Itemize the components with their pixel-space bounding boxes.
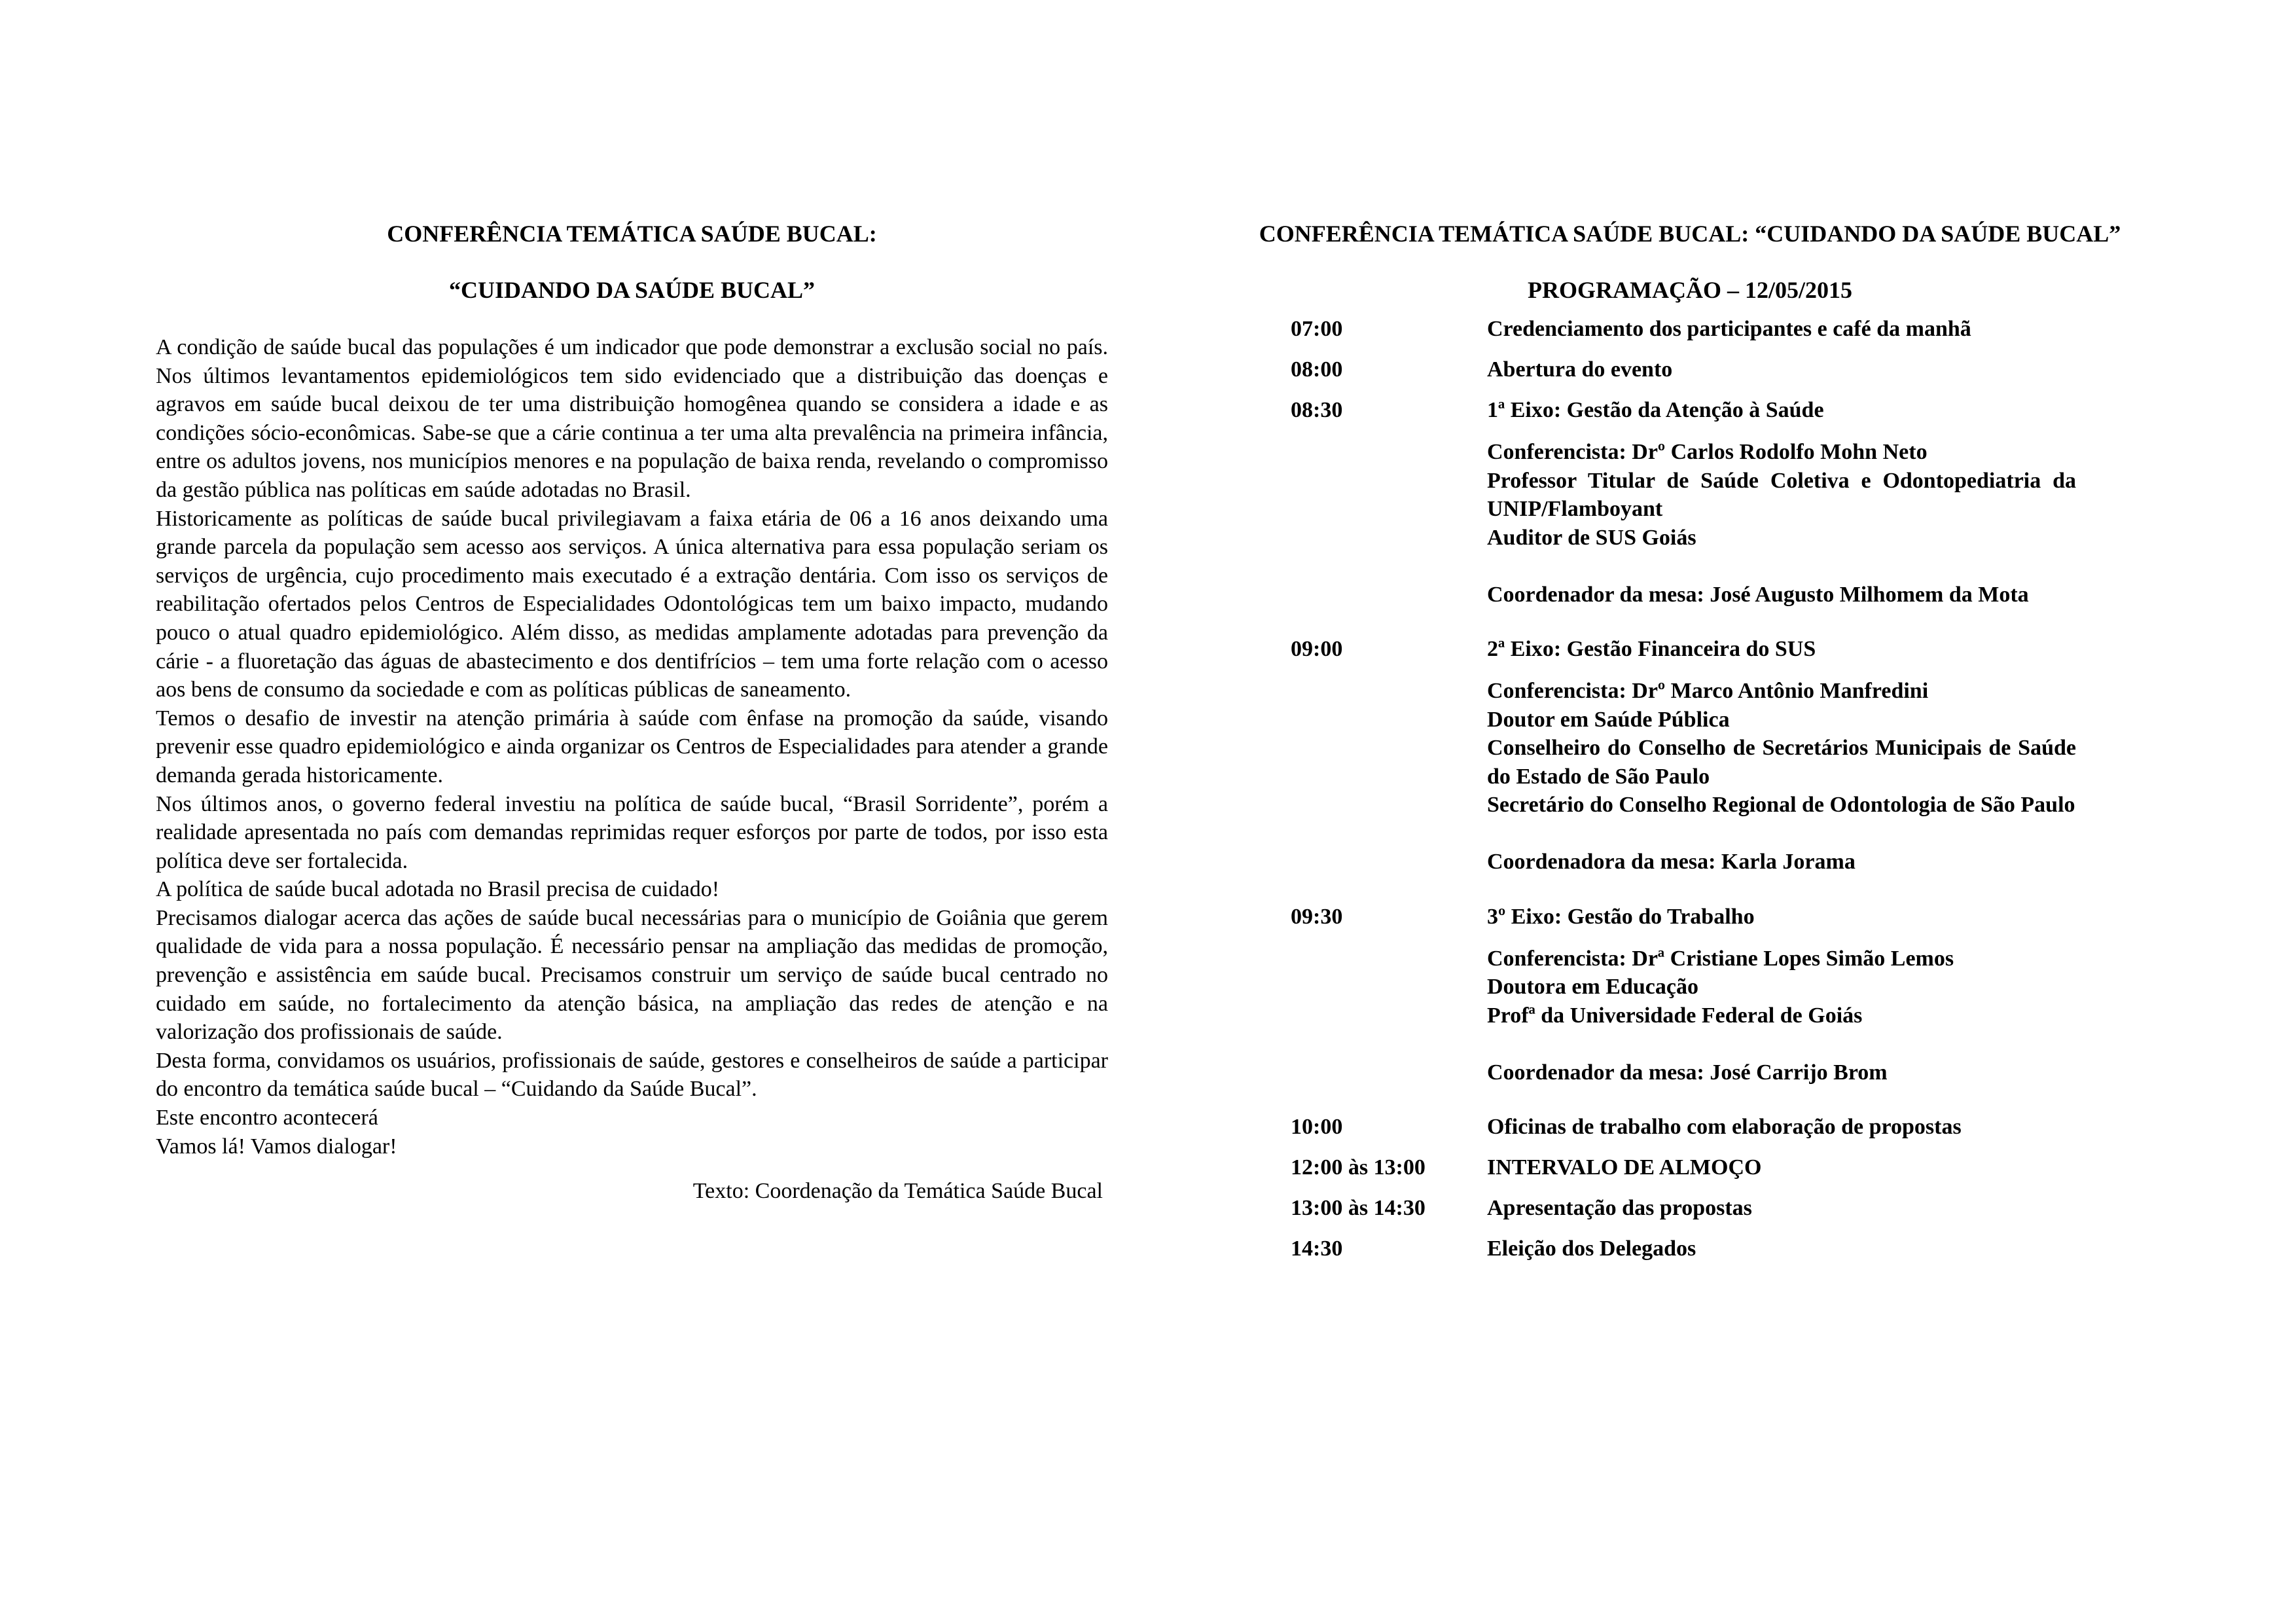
speaker: Conferencista: Drª Cristiane Lopes Simão Lemos [1487, 946, 1954, 971]
speaker-credential: Doutora em Educação [1487, 975, 1698, 999]
left-page [156, 219, 1108, 1204]
speaker-credential: Doutor em Saúde Pública [1487, 707, 1730, 732]
schedule-row [1219, 903, 2161, 931]
program-title: CONFERÊNCIA TEMÁTICA SAÚDE BUCAL: “CUIDANDO DA SAÚDE BUCAL” [1259, 221, 2121, 247]
speaker: Conferencista: Drº Carlos Rodolfo Mohn Neto [1487, 440, 1928, 464]
schedule-time: 09:00 [1291, 637, 1343, 661]
paragraph: Precisamos dialogar acerca das ações de saúde bucal necessárias para o município de Goiânia que gerem qualidade de vida para a nossa população. É necessário pensar na ampliação das medidas de promoção, prevenção e assistência em saúde bucal. Precisamos construir um serviço de saúde bucal centrado no cuidado em saúde, no fortalecimento da atenção básica, na ampliação das redes de atenção e na valorização dos profissionais de saúde. [156, 905, 1108, 1045]
schedule-row [1219, 1194, 2161, 1223]
session-details [1487, 945, 2076, 1087]
session-coordinator: Coordenador da mesa: José Augusto Milhomem da Mota [1487, 582, 2029, 607]
schedule-activity: Oficinas de trabalho com elaboração de propostas [1487, 1115, 1962, 1139]
paragraph: Historicamente as políticas de saúde bucal privilegiavam a faixa etária de 06 a 16 anos deixando uma grande parcela da população sem acesso aos serviços. A única alternativa para essa população seriam os serviços de urgência, cujo procedimento mais executado é a extração dentária. Com isso os serviços de reabilitação ofertados pelos Centros de Especialidades Odontológicas tem um baixo impacto, mudando pouco o atual quadro epidemiológico. Além disso, as medidas amplamente adotadas para prevenção da cárie - a fluoretação das águas de abastecimento e dos dentifrícios – tem uma forte relação com o acesso aos bens de consumo da sociedade e com as políticas públicas de saneamento. [156, 506, 1108, 702]
schedule-activity: Apresentação das propostas [1487, 1196, 1752, 1220]
schedule-row [1219, 1235, 2161, 1263]
session-details [1487, 677, 2076, 876]
left-title-line1: CONFERÊNCIA TEMÁTICA SAÚDE BUCAL: [387, 221, 877, 247]
schedule-time: 12:00 às 13:00 [1291, 1155, 1426, 1180]
speaker: Conferencista: Drº Marco Antônio Manfredini [1487, 679, 1929, 703]
right-page [1219, 219, 2161, 1263]
paragraph: A condição de saúde bucal das populações é um indicador que pode demonstrar a exclusão social no país. Nos últimos levantamentos epidemiológicos tem sido evidenciado que a distribuição das doenças e agravos em saúde bucal deixou de ter uma distribuição homogênea quando se considera a idade e as condições sócio-econômicas. Sabe-se que a cárie continua a ter uma alta prevalência na primeira infância, entre os adultos jovens, nos municípios menores e na população de baixa renda, revelando o compromisso da gestão pública nas políticas em saúde adotadas no Brasil. [156, 335, 1108, 502]
schedule-time: 09:30 [1291, 904, 1343, 929]
schedule-activity: INTERVALO DE ALMOÇO [1487, 1155, 1762, 1180]
schedule-activity: Credenciamento dos participantes e café da manhã [1487, 317, 1971, 341]
schedule-row [1219, 315, 2161, 344]
schedule-activity: Eleição dos Delegados [1487, 1236, 1696, 1261]
paragraph: Vamos lá! Vamos dialogar! [156, 1134, 397, 1159]
schedule-row [1219, 355, 2161, 384]
paragraph: A política de saúde bucal adotada no Brasil precisa de cuidado! [156, 877, 720, 902]
schedule-time: 08:00 [1291, 357, 1343, 382]
speaker-credential: Secretário do Conselho Regional de Odontologia de São Paulo [1487, 793, 2075, 817]
paragraph: Temos o desafio de investir na atenção primária à saúde com ênfase na promoção da saúde, visando prevenir esse quadro epidemiológico e ainda organizar os Centros de Especialidades para atender a grande demanda gerada historicamente. [156, 706, 1108, 787]
speaker-credential: Profª da Universidade Federal de Goiás [1487, 1003, 1863, 1028]
speaker-credential: Auditor de SUS Goiás [1487, 525, 1696, 550]
schedule-activity: 3º Eixo: Gestão do Trabalho [1487, 904, 1755, 929]
left-body [156, 333, 1108, 1161]
speaker-credential: Conselheiro do Conselho de Secretários Municipais de Saúde do Estado de São Paulo [1487, 736, 2076, 789]
schedule-row [1219, 1153, 2161, 1182]
left-title-line2: “CUIDANDO DA SAÚDE BUCAL” [448, 277, 816, 303]
paragraph: Nos últimos anos, o governo federal investiu na política de saúde bucal, “Brasil Sorridente”, porém a realidade apresentada no país com demandas reprimidas requer esforços por parte de todos, por isso esta política deve ser fortalecida. [156, 791, 1108, 873]
schedule-time: 08:30 [1291, 398, 1343, 422]
schedule-time: 07:00 [1291, 317, 1343, 341]
speaker-credential: Professor Titular de Saúde Coletiva e Odontopediatria da UNIP/Flamboyant [1487, 468, 2076, 521]
schedule-time: 13:00 às 14:30 [1291, 1196, 1426, 1220]
schedule-row [1219, 1113, 2161, 1142]
schedule [1219, 315, 2161, 1263]
text-credit: Texto: Coordenação da Temática Saúde Bucal [692, 1179, 1103, 1204]
schedule-time: 14:30 [1291, 1236, 1343, 1261]
paragraph: Este encontro acontecerá [156, 1106, 378, 1130]
paragraph: Desta forma, convidamos os usuários, profissionais de saúde, gestores e conselheiros de saúde a participar do encontro da temática saúde bucal – “Cuidando da Saúde Bucal”. [156, 1048, 1108, 1102]
session-coordinator: Coordenadora da mesa: Karla Jorama [1487, 850, 1856, 874]
schedule-time: 10:00 [1291, 1115, 1343, 1139]
program-subtitle: PROGRAMAÇÃO – 12/05/2015 [1528, 277, 1852, 303]
schedule-activity: 1ª Eixo: Gestão da Atenção à Saúde [1487, 398, 1824, 422]
session-coordinator: Coordenador da mesa: José Carrijo Brom [1487, 1060, 1888, 1085]
session-details [1487, 438, 2076, 609]
schedule-activity: 2ª Eixo: Gestão Financeira do SUS [1487, 637, 1816, 661]
schedule-activity: Abertura do evento [1487, 357, 1673, 382]
schedule-row [1219, 396, 2161, 425]
schedule-row [1219, 635, 2161, 664]
